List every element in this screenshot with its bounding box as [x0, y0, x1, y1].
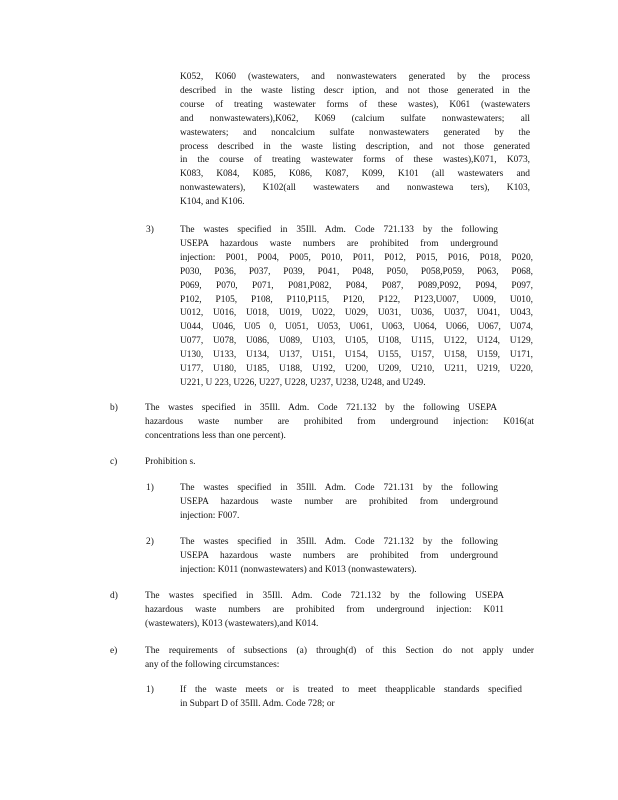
text-line: K104, and K106.	[180, 197, 245, 208]
text-line: nonwastewaters), K102(all wastewaters and nonwastewa ters), K103,	[180, 183, 530, 194]
text-line: U044, U046, U05 0, U051, U053, U061, U063, U064, U066, U067, U074,	[180, 322, 533, 333]
text-line: USEPA hazardous waste numbers are prohibited from underground	[180, 550, 498, 561]
section-marker: b)	[110, 403, 118, 413]
section-b-paragraph	[145, 402, 534, 444]
text-line: P030, P036, P037, P039, P041, P048, P050, P058,P059, P063, P068,	[180, 266, 533, 277]
text-line: hazardous waste numbers are prohibited from underground injection: K011	[145, 604, 504, 615]
text-line: wastewaters; and noncalcium sulfate nonwastewaters generated by the	[180, 127, 530, 138]
text-line: U130, U133, U134, U137, U151, U154, U155, U157, U158, U159, U171,	[180, 350, 533, 361]
section-marker: c)	[110, 457, 118, 467]
text-line: any of the following circumstances:	[145, 659, 280, 670]
section-heading: Prohibition s.	[145, 457, 196, 467]
text-line: The wastes specified in 35Ill. Adm. Code 721.131 by the following	[180, 483, 498, 493]
text-line: P102, P105, P108, P110,P115, P120, P122, P123,U007, U009, U010,	[180, 294, 533, 305]
item-marker: 1)	[146, 483, 154, 493]
item-marker: 2)	[146, 537, 154, 547]
section-e-paragraph	[145, 645, 534, 673]
text-line: P069, P070, P071, P081,P082, P084, P087, P089,P092, P094, P097,	[180, 280, 533, 291]
text-line: in Subpart D of 35Ill. Adm. Code 728; or	[180, 698, 335, 709]
section-e-item-1-paragraph	[180, 684, 522, 712]
text-line: If the waste meets or is treated to meet theapplicable standards specified	[180, 685, 522, 695]
text-line: course of treating wastewater forms of these wastes), K061 (wastewaters	[180, 99, 530, 110]
text-line: injection: F007.	[180, 510, 240, 521]
text-line: The requirements of subsections (a) through(d) of this Section do not apply under	[145, 646, 534, 656]
text-line: and nonwastewaters),K062, K069 (calcium sulfate nonwastewaters; all	[180, 113, 530, 124]
text-line: injection: P001, P004, P005, P010, P011, P012, P015, P016, P018, P020,	[180, 252, 533, 263]
text-line: USEPA hazardous waste number are prohibited from underground	[180, 496, 498, 507]
item-marker: 1)	[146, 685, 154, 695]
section-d-paragraph	[145, 590, 504, 632]
text-line: U177, U180, U185, U188, U192, U200, U209, U210, U211, U219, U220,	[180, 364, 533, 375]
item-marker: 3)	[146, 225, 154, 235]
text-line: U077, U078, U086, U089, U103, U105, U108, U115, U122, U124, U129,	[180, 336, 533, 347]
text-line: K052, K060 (wastewaters, and nonwastewaters generated by the process	[180, 72, 530, 82]
text-line: K083, K084, K085, K086, K087, K099, K101 (all wastewaters and	[180, 169, 530, 180]
text-line: U012, U016, U018, U019, U022, U029, U031, U036, U037, U041, U043,	[180, 308, 533, 319]
text-line: The wastes specified in 35Ill. Adm. Code 721.132 by the following	[180, 537, 498, 547]
text-line: (wastewaters), K013 (wastewaters),and K014.	[145, 618, 319, 629]
section-c-item-1-paragraph	[180, 482, 498, 524]
section-marker: e)	[110, 646, 118, 656]
text-line: hazardous waste number are prohibited from underground injection: K016(at	[145, 416, 534, 427]
text-line: The wastes specified in 35Ill. Adm. Code 721.132 by the following USEPA	[145, 591, 504, 601]
text-line: process described in the waste listing description, and not those generated	[180, 141, 530, 152]
section-c-item-2-paragraph	[180, 536, 498, 578]
text-line: The wastes specified in 35Ill. Adm. Code 721.133 by the following	[180, 225, 498, 235]
text-line: U221, U 223, U226, U227, U228, U237, U238, U248, and U249.	[180, 377, 426, 388]
section-marker: d)	[110, 591, 118, 601]
text-line: injection: K011 (nonwastewaters) and K013 (nonwastewaters).	[180, 564, 417, 575]
text-line: in the course of treating wastewater forms of these wastes),K071, K073,	[180, 155, 530, 166]
text-line: The wastes specified in 35Ill. Adm. Code 721.132 by the following USEPA	[145, 403, 497, 413]
continuation-paragraph	[180, 71, 530, 210]
text-line: USEPA hazardous waste numbers are prohibited from underground	[180, 238, 498, 249]
text-line: concentrations less than one percent).	[145, 430, 286, 441]
item-3-paragraph	[180, 224, 533, 391]
text-line: described in the waste listing descr iption, and not those generated in the	[180, 85, 530, 96]
